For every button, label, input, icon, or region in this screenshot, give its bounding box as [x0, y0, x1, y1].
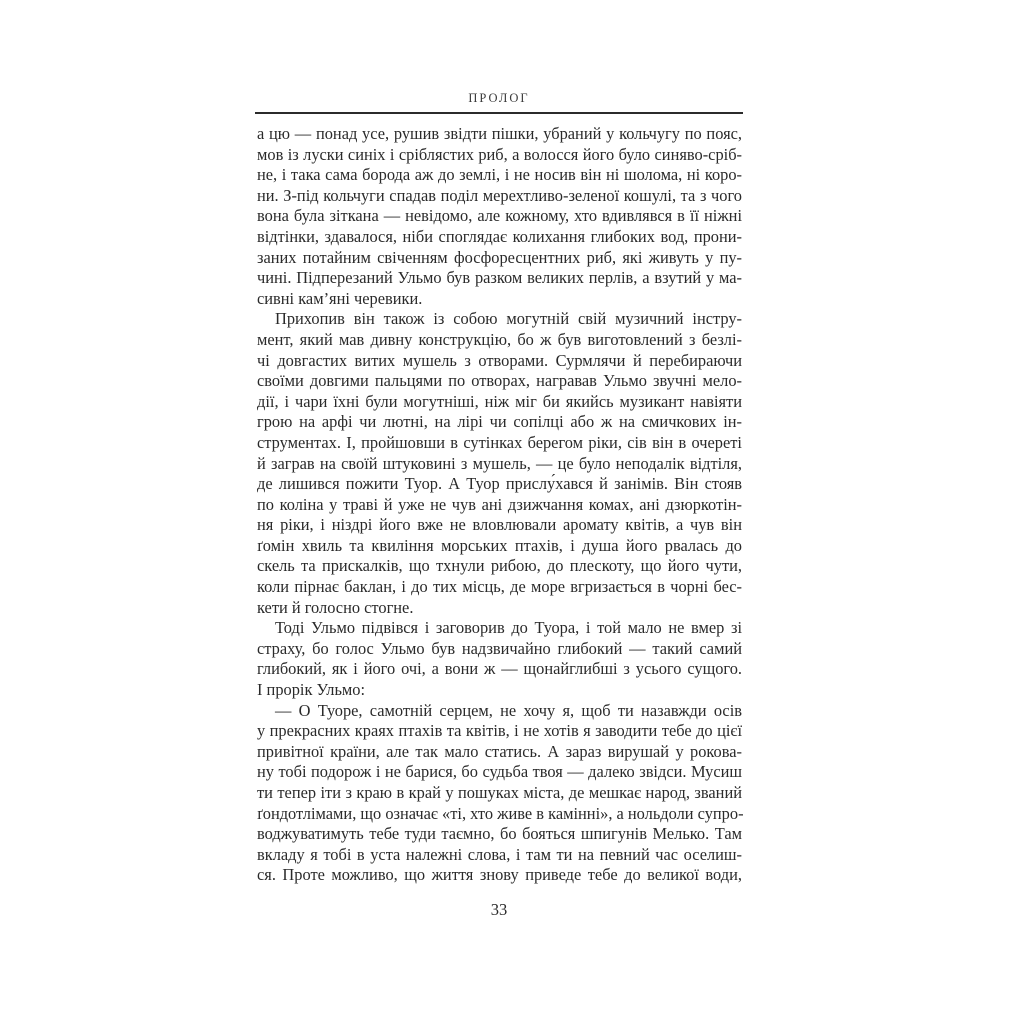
text-line: заних потайним свіченням фосфоресцентних риб, які живуть у пу-: [257, 247, 742, 267]
text-line: кети й голосно стогне.: [257, 597, 414, 617]
text-line: ся. Проте можливо, що життя знову приведе тебе до великої води,: [257, 865, 742, 885]
text-line: сивні кам’яні черевики.: [257, 288, 423, 308]
text-line: мент, який мав дивну конструкцію, бо ж був виготовлений з безлі-: [257, 329, 742, 349]
text-line: страху, бо голос Ульмо був надзвичайно глибокий — такий самий: [257, 638, 742, 658]
header-rule: [255, 112, 743, 114]
running-head: ПРОЛОГ: [468, 91, 530, 105]
text-line: вкладу я тобі в уста належні слова, і там ти на певний час оселиш-: [257, 844, 742, 864]
text-line: скель та прискалків, що тхнули рибою, до плескоту, що його чути,: [257, 556, 742, 576]
text-line: у прекрасних краях птахів та квітів, і не хотів я заводити тебе до цієї: [257, 721, 742, 741]
paragraph: [257, 618, 742, 700]
text-line: І прорік Ульмо:: [257, 680, 366, 700]
text-line: ти тепер іти з краю в край у пошуках міста, де мешкає народ, званий: [257, 783, 742, 802]
text-line: — О Туоре, самотній серцем, не хочу я, щоб ти назавжди осів: [275, 700, 742, 720]
text-line: привітної країни, але так мало статись. А зараз вирушай у рокова-: [257, 741, 742, 761]
text-line: мов із луски синіх і сріблястих риб, а волосся його було синяво-сріб-: [257, 144, 742, 164]
text-line: по коліна у траві й уже не чув ані дзижчання комах, ані дзюркотін-: [257, 494, 742, 514]
text-line: не, і така сама борода аж до землі, і не носив він ні шолома, ні коро-: [257, 165, 742, 185]
text-line: ни. З-під кольчуги спадав поділ мерехтливо-зеленої кошулі, та з чого: [257, 185, 742, 205]
text-line: струментах. І, пройшовши в сутінках берегом ріки, сів він в очереті: [257, 432, 742, 452]
paragraph: [257, 124, 742, 309]
text-line: вона була зіткана — невідомо, але кожному, хто вдивлявся в її ніжні: [257, 206, 742, 226]
text-line: воджуватимуть тебе туди таємно, бо бояться шпигунів Мелько. Там: [257, 824, 742, 844]
text-line: дії, і чари їхні були могутніші, ніж міг би якийсь музикант навіяти: [257, 391, 742, 411]
text-line: Прихопив він також із собою могутній свій музичний інстру-: [275, 309, 742, 329]
text-line: чині. Підперезаний Ульмо був разком великих перлів, а взутий у ма-: [257, 268, 742, 288]
text-line: ґондотлімами, що означає «ті, хто живе в камінні», а нольдоли супро-: [257, 803, 744, 823]
text-line: коли пірнає баклан, і до тих місць, де море вгризається в чорні бес-: [257, 577, 742, 597]
text-line: чі довгастих витих мушель з отворами. Сурмлячи й перебираючи: [257, 350, 742, 370]
text-line: ну тобі подорож і не барися, бо судьба твоя — далеко звідси. Мусиш: [257, 762, 742, 782]
page-number: 33: [490, 900, 508, 919]
text-line: Тоді Ульмо підвівся і заговорив до Туора, і той мало не вмер зі: [275, 618, 742, 638]
text-line: грою на арфі чи лютні, на лірі чи сопілці або ж на смичкових ін-: [257, 412, 742, 432]
text-line: відтінки, здавалося, ніби споглядає колихання глибоких вод, прони-: [257, 226, 742, 246]
text-line: своїми довгими пальцями по отворах, награвав Ульмо звучні мело-: [257, 371, 742, 391]
text-line: й заграв на своїй штуковині з мушель, — це було неподалік відтіля,: [257, 453, 742, 473]
text-line: де лишився пожити Туор. А Туор прислу́хався й занімів. Він стояв: [257, 474, 742, 494]
text-line: глибокий, як і його очі, а вони ж — щонайглибші з усього сущого.: [257, 659, 742, 679]
paragraph: [257, 701, 742, 886]
body-text: [257, 124, 742, 886]
text-line: ґомін хвиль та квиління морських птахів, і душа його рвалась до: [257, 535, 742, 555]
paragraph: [257, 309, 742, 618]
text-line: а цю — понад усе, рушив звідти пішки, убраний у кольчугу по пояс,: [257, 124, 742, 143]
text-line: ня ріки, і ніздрі його вже не вловлювали аромату квітів, а чув він: [257, 515, 742, 535]
